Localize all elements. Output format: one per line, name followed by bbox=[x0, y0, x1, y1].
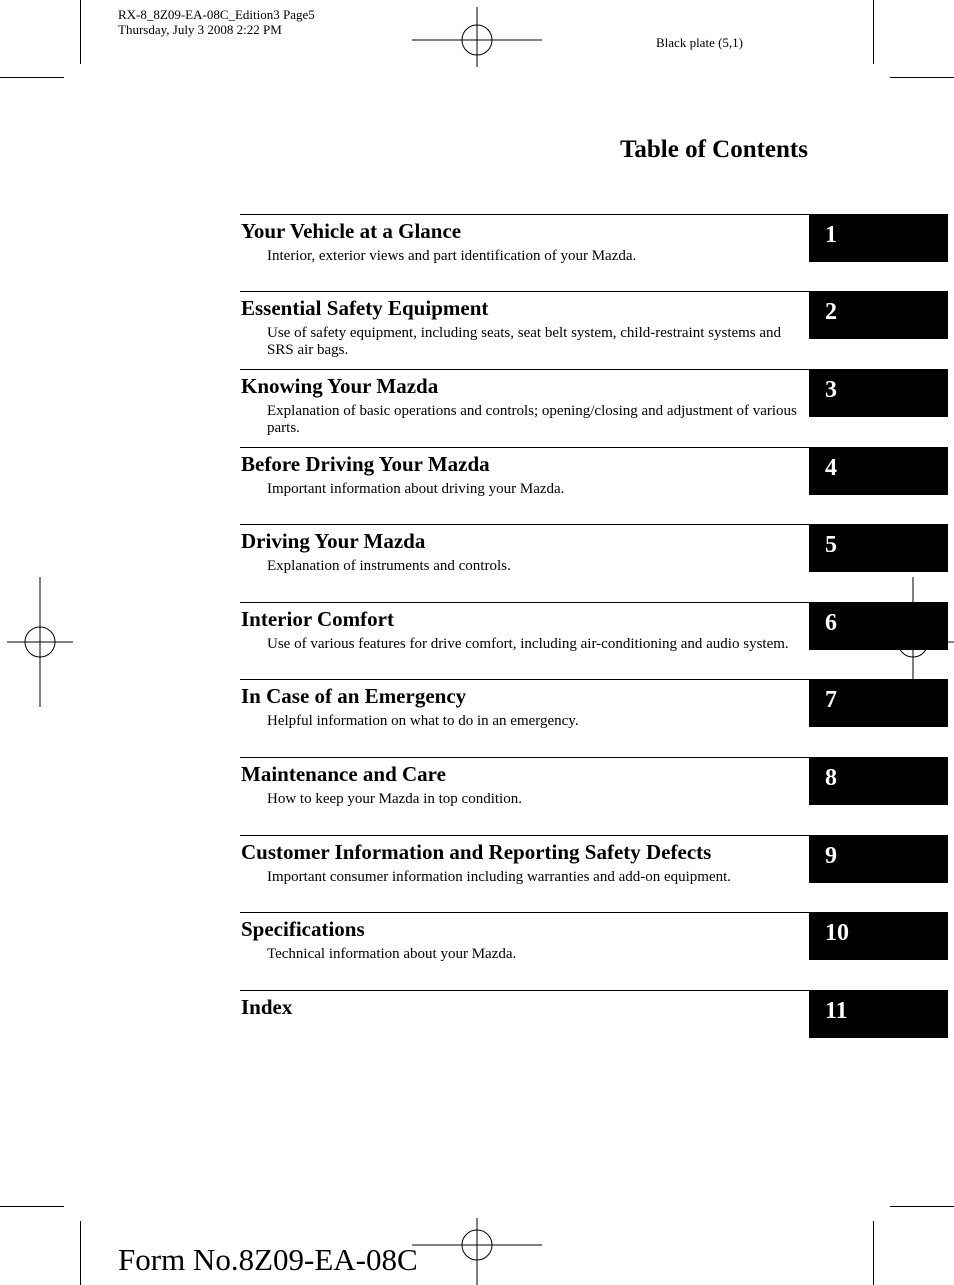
section-description: Important consumer information including warranties and add-on equipment. bbox=[267, 869, 732, 885]
section-description: Important information about driving your Mazda. bbox=[267, 481, 565, 497]
toc-section-7[interactable] bbox=[240, 679, 948, 757]
toc-section-10[interactable] bbox=[240, 912, 948, 990]
toc-section-6[interactable] bbox=[240, 602, 948, 680]
crop-mark bbox=[0, 77, 64, 78]
section-title[interactable]: Customer Information and Reporting Safety Defects bbox=[241, 840, 712, 864]
section-tab-number[interactable]: 3 bbox=[809, 369, 948, 417]
section-rule bbox=[240, 369, 810, 370]
section-tab-number[interactable]: 8 bbox=[809, 757, 948, 805]
print-slug bbox=[118, 7, 315, 37]
section-title[interactable]: Essential Safety Equipment bbox=[241, 296, 489, 320]
section-tab-number[interactable]: 2 bbox=[809, 291, 948, 339]
section-title[interactable]: Maintenance and Care bbox=[241, 762, 446, 786]
section-tab-number[interactable]: 4 bbox=[809, 447, 948, 495]
section-title[interactable]: Before Driving Your Mazda bbox=[241, 452, 490, 476]
crop-mark bbox=[890, 1206, 954, 1207]
section-tab-number[interactable]: 9 bbox=[809, 835, 948, 883]
section-rule bbox=[240, 912, 810, 913]
section-description: Use of various features for drive comfort, including air-conditioning and audio system. bbox=[267, 636, 789, 652]
section-rule bbox=[240, 291, 810, 292]
section-tab-number[interactable]: 7 bbox=[809, 679, 948, 727]
crop-mark bbox=[0, 1206, 64, 1207]
section-description: Explanation of instruments and controls. bbox=[267, 558, 511, 574]
form-number: Form No.8Z09-EA-08C bbox=[118, 1242, 418, 1277]
registration-mark-top bbox=[412, 7, 542, 67]
section-rule bbox=[240, 447, 810, 448]
toc-section-5[interactable] bbox=[240, 524, 948, 602]
section-title[interactable]: Interior Comfort bbox=[241, 607, 394, 631]
section-rule bbox=[240, 524, 810, 525]
crop-mark bbox=[80, 1221, 81, 1285]
section-description: Technical information about your Mazda. bbox=[267, 946, 517, 962]
toc-section-11[interactable] bbox=[240, 990, 948, 1068]
section-description: Interior, exterior views and part identification of your Mazda. bbox=[267, 248, 637, 264]
toc-section-9[interactable] bbox=[240, 835, 948, 913]
section-description: Helpful information on what to do in an emergency. bbox=[267, 713, 579, 729]
section-rule bbox=[240, 214, 810, 215]
section-description: Use of safety equipment, including seats, seat belt system, child-restraint systems and SRS air bags. bbox=[267, 325, 782, 358]
registration-mark-left bbox=[7, 577, 73, 707]
section-tab-number[interactable]: 1 bbox=[809, 214, 948, 262]
section-rule bbox=[240, 679, 810, 680]
section-title[interactable]: Specifications bbox=[241, 917, 365, 941]
registration-mark-bottom bbox=[412, 1218, 542, 1285]
section-rule bbox=[240, 990, 810, 991]
crop-mark bbox=[890, 77, 954, 78]
toc-section-2[interactable] bbox=[240, 291, 948, 369]
toc-section-3[interactable] bbox=[240, 369, 948, 447]
crop-mark bbox=[873, 1221, 874, 1285]
section-description: Explanation of basic operations and controls; opening/closing and adjustment of various parts. bbox=[267, 403, 797, 436]
section-description: How to keep your Mazda in top condition. bbox=[267, 791, 522, 807]
section-tab-number[interactable]: 11 bbox=[809, 990, 948, 1038]
toc-section-1[interactable] bbox=[240, 214, 948, 292]
section-title[interactable]: In Case of an Emergency bbox=[241, 684, 467, 708]
toc-section-8[interactable] bbox=[240, 757, 948, 835]
toc-section-4[interactable] bbox=[240, 447, 948, 525]
section-rule bbox=[240, 757, 810, 758]
section-rule bbox=[240, 602, 810, 603]
section-tab-number[interactable]: 6 bbox=[809, 602, 948, 650]
slug-line-2: Thursday, July 3 2008 2:22 PM bbox=[118, 22, 282, 37]
crop-mark bbox=[873, 0, 874, 64]
section-title[interactable]: Knowing Your Mazda bbox=[241, 374, 439, 398]
slug-line-1: RX-8_8Z09-EA-08C_Edition3 Page5 bbox=[118, 7, 315, 22]
section-title[interactable]: Driving Your Mazda bbox=[241, 529, 426, 553]
section-title[interactable]: Index bbox=[241, 995, 293, 1019]
section-tab-number[interactable]: 5 bbox=[809, 524, 948, 572]
black-plate-label: Black plate (5,1) bbox=[656, 35, 743, 50]
page-title: Table of Contents bbox=[620, 136, 808, 163]
section-rule bbox=[240, 835, 810, 836]
section-title[interactable]: Your Vehicle at a Glance bbox=[241, 219, 462, 243]
crop-mark bbox=[80, 0, 81, 64]
section-tab-number[interactable]: 10 bbox=[809, 912, 948, 960]
